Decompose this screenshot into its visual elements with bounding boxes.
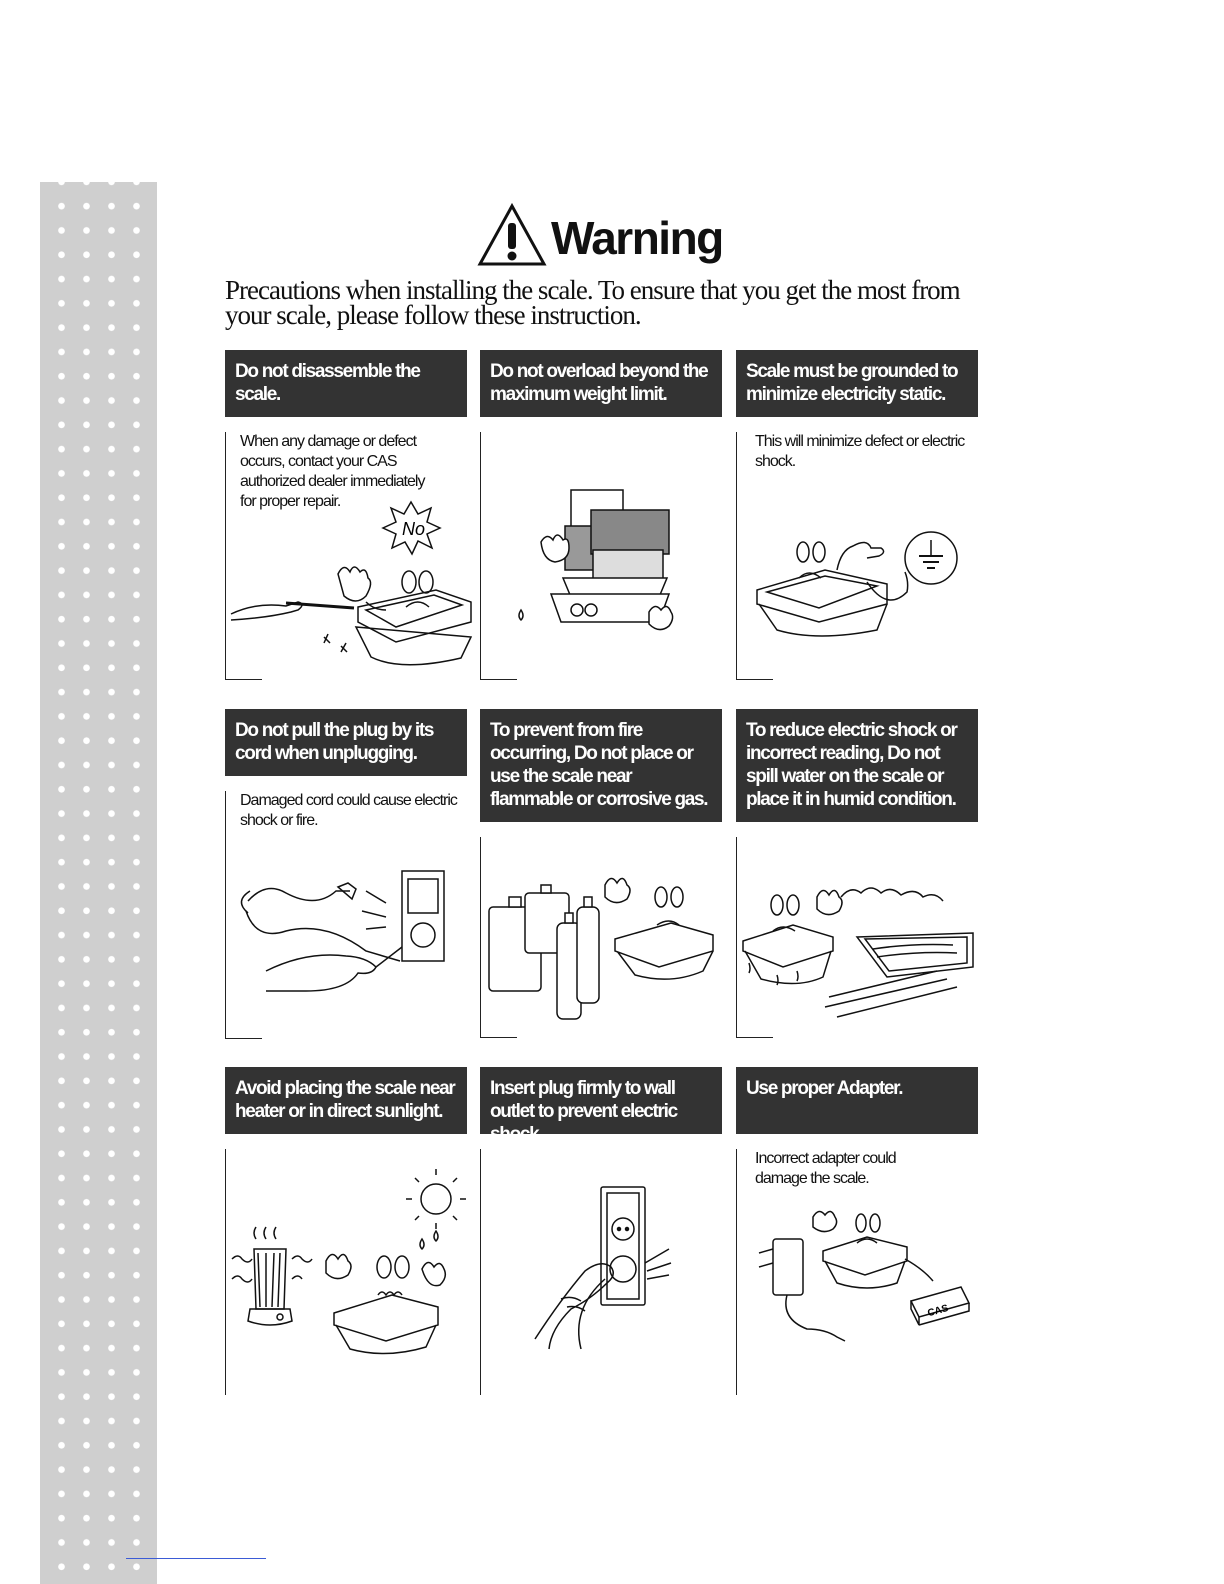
card-header: Do not pull the plug by its cord when unplugging. bbox=[225, 709, 467, 776]
card-body bbox=[480, 1149, 723, 1395]
badge-text: No bbox=[402, 519, 426, 539]
card-corner-rule bbox=[481, 679, 517, 680]
card-header: Use proper Adapter. bbox=[736, 1067, 978, 1134]
card-body bbox=[480, 837, 723, 1038]
adapter-illustration bbox=[737, 1209, 982, 1374]
card-header: Avoid placing the scale near heater or in direct sunlight. bbox=[225, 1067, 467, 1134]
card-body bbox=[480, 432, 723, 680]
card-header: To prevent from fire occurring, Do not place or use the scale near flammable or corrosive gas. bbox=[480, 709, 722, 822]
card-body bbox=[736, 1149, 979, 1395]
card-header: Scale must be grounded to minimize electricity static. bbox=[736, 350, 978, 417]
card-water bbox=[736, 709, 978, 822]
card-note: When any damage or defect occurs, contact your CAS authorized dealer immediately for proper repair. bbox=[240, 433, 425, 510]
water-illustration bbox=[737, 867, 982, 1032]
card-header: Insert plug firmly to wall outlet to prevent electric shock. bbox=[480, 1067, 722, 1134]
card-note: Incorrect adapter could damage the scale. bbox=[755, 1150, 896, 1187]
card-header: Do not disassemble the scale. bbox=[225, 350, 467, 417]
card-disassemble bbox=[225, 350, 467, 539]
scale-illustration bbox=[226, 462, 471, 657]
card-note: This will minimize defect or electric shock. bbox=[755, 433, 965, 470]
page-title bbox=[477, 203, 723, 267]
heater-sun-illustration bbox=[226, 1169, 471, 1364]
card-corner-rule bbox=[737, 679, 773, 680]
flammable-illustration bbox=[481, 867, 726, 1032]
card-adapter bbox=[736, 1067, 978, 1320]
card-header: Do not overload beyond the maximum weight limit. bbox=[480, 350, 722, 417]
card-corner-rule bbox=[481, 1037, 517, 1038]
plug-illustration bbox=[226, 851, 471, 1036]
card-corner-rule bbox=[226, 679, 262, 680]
card-overload bbox=[480, 350, 722, 417]
card-pull-plug bbox=[225, 709, 467, 829]
intro-text: Precautions when installing the scale. To ensure that you get the most from your scale, please follow these instruction. bbox=[225, 275, 960, 330]
card-heater bbox=[225, 1067, 467, 1134]
grounding-illustration bbox=[737, 482, 982, 677]
card-header: To reduce electric shock or incorrect reading, Do not spill water on the scale or place it in humid condition. bbox=[736, 709, 978, 822]
card-fire bbox=[480, 709, 722, 822]
outlet-illustration bbox=[481, 1179, 726, 1364]
title-text: Warning bbox=[551, 212, 723, 264]
no-badge bbox=[383, 502, 440, 554]
card-corner-rule bbox=[226, 1038, 262, 1039]
card-body bbox=[225, 432, 468, 680]
overload-illustration bbox=[481, 482, 726, 667]
card-body bbox=[736, 837, 979, 1038]
warning-icon bbox=[477, 203, 547, 267]
card-note: Damaged cord could cause electric shock or fire. bbox=[240, 792, 457, 829]
footer-rule bbox=[126, 1558, 266, 1559]
card-body bbox=[225, 791, 468, 1039]
card-body bbox=[225, 1149, 468, 1395]
card-grounded bbox=[736, 350, 978, 470]
card-corner-rule bbox=[737, 1037, 773, 1038]
card-body bbox=[736, 432, 979, 680]
card-insert-plug bbox=[480, 1067, 722, 1145]
sidebar-edge bbox=[140, 182, 157, 1584]
box-label: CAS bbox=[926, 1302, 950, 1320]
